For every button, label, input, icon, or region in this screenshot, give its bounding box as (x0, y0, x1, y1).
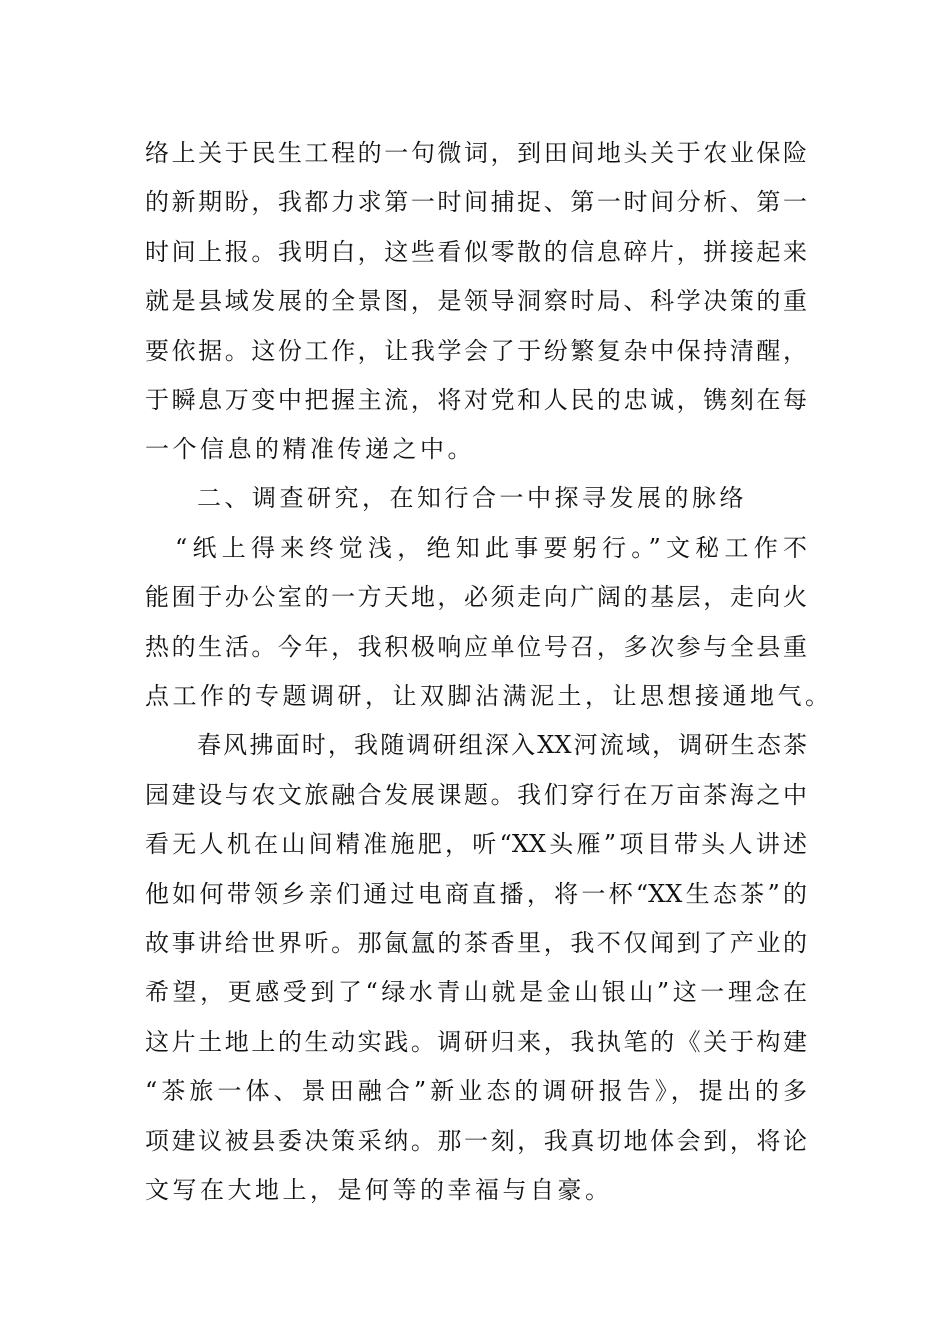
body-text-line: 能囿于办公室的一方天地，必须走向广阔的基层，走向火 (145, 583, 807, 611)
body-text-line: 看无人机在山间精准施肥，听“XX头雁”项目带头人讲述 (145, 830, 807, 858)
body-text-line: 点工作的专题调研，让双脚沾满泥土，让思想接通地气。 (145, 682, 833, 710)
body-text-line: 项建议被县委决策采纳。那一刻，我真切地体会到，将论 (145, 1127, 807, 1155)
body-text-line: 就是县域发展的全景图，是领导洞察时局、科学决策的重 (145, 287, 807, 315)
body-text-line: “茶旅一体、景田融合”新业态的调研报告》，提出的多 (145, 1077, 807, 1105)
body-text-line: 园建设与农文旅融合发展课题。我们穿行在万亩茶海之中 (145, 781, 807, 809)
body-text-line: 文写在大地上，是何等的幸福与自豪。 (145, 1176, 613, 1204)
body-text-line: “纸上得来终觉浅，绝知此事要躬行。”文秘工作不 (175, 534, 807, 562)
body-text-line: 络上关于民生工程的一句微词，到田间地头关于农业保险 (145, 139, 807, 167)
body-text-line: 他如何带领乡亲们通过电商直播，将一杯“XX生态茶”的 (145, 880, 807, 908)
body-text-line: 希望，更感受到了“绿水青山就是金山银山”这一理念在 (145, 978, 807, 1006)
body-text-line: 这片土地上的生动实践。调研归来，我执笔的《关于构建 (145, 1028, 807, 1056)
body-text-line: 热的生活。今年，我积极响应单位号召，多次参与全县重 (145, 633, 807, 661)
body-text-line: 时间上报。我明白，这些看似零散的信息碎片，拼接起来 (145, 238, 807, 266)
body-text-line: 故事讲给世界听。那氤氲的茶香里，我不仅闻到了产业的 (145, 929, 807, 957)
section-heading: 二、调查研究，在知行合一中探寻发展的脉络 (197, 484, 747, 512)
body-text-line: 于瞬息万变中把握主流，将对党和人民的忠诚，镌刻在每 (145, 386, 807, 414)
body-text-line: 春风拂面时，我随调研组深入XX河流域，调研生态茶 (197, 731, 807, 759)
body-text-line: 一个信息的精准传递之中。 (145, 435, 475, 463)
body-text-line: 的新期盼，我都力求第一时间捕捉、第一时间分析、第一 (145, 188, 807, 216)
body-text-line: 要依据。这份工作，让我学会了于纷繁复杂中保持清醒， (145, 337, 807, 365)
